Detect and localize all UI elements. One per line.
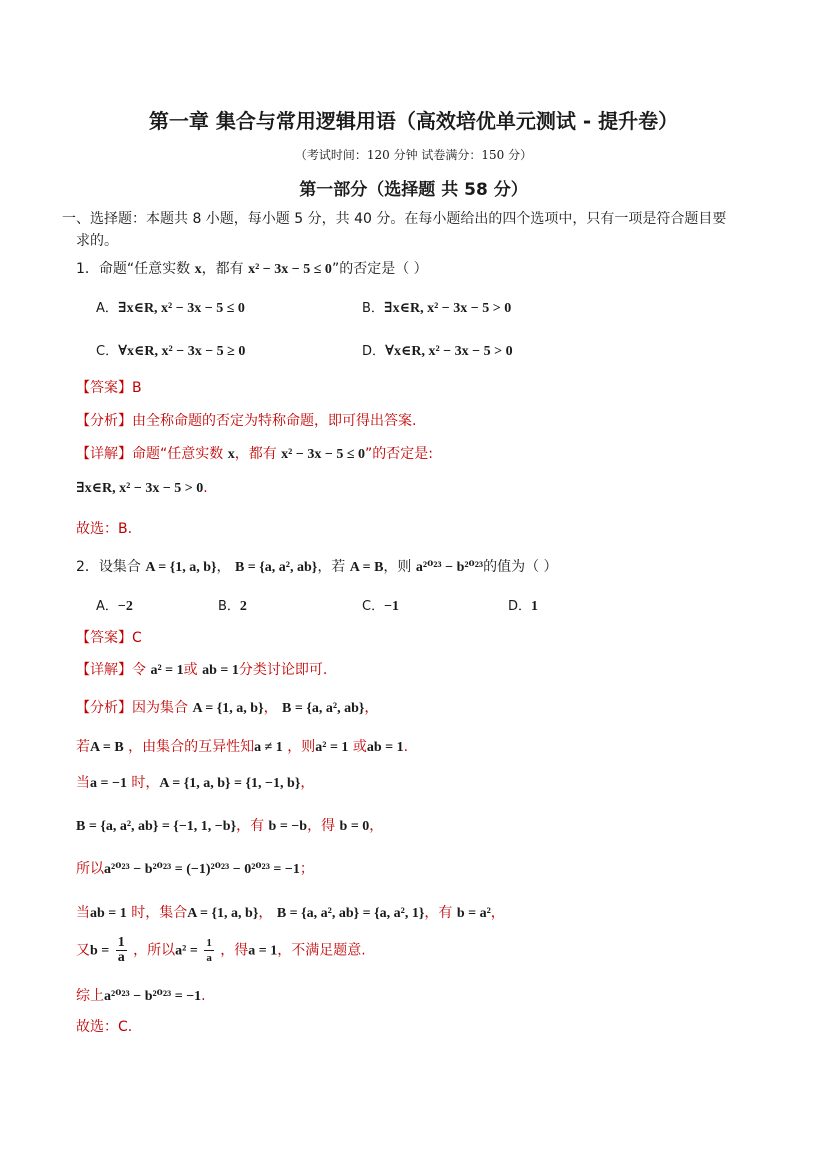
option-letter: C． [96, 344, 119, 359]
math-expression: A = {1, a, b} [192, 701, 264, 716]
q2-analysis-line-4 [76, 815, 383, 835]
q2-analysis-line-1 [76, 697, 378, 717]
q2-analysis-line-6 [76, 902, 505, 922]
stem-text: ，则 [383, 559, 412, 575]
q2-option-a[interactable] [96, 595, 133, 615]
math-expression: a² = [175, 943, 198, 959]
answer-value: C [132, 630, 142, 646]
q2-detail [76, 659, 327, 679]
period: . [203, 480, 208, 496]
stem-text: 命题“任意实数 [98, 261, 191, 277]
detail-text: 分类讨论即可. [238, 662, 328, 678]
question-2-stem [76, 556, 558, 576]
q1-answer [76, 377, 142, 397]
stem-text: 设集合 [98, 559, 141, 575]
math-expression: ab = 1 [202, 663, 239, 678]
option-expr: ∃x∈R, x² − 3x − 5 > 0 [383, 301, 512, 316]
math-expression: B = {a, a², ab} [282, 701, 365, 716]
math-expression: a²⁰²³ − b²⁰²³ [415, 560, 484, 575]
analysis-text: ，则 [287, 739, 316, 755]
analysis-text: 时，集合 [131, 905, 188, 921]
analysis-text: ， [364, 700, 379, 716]
fraction-denominator: a [206, 952, 212, 964]
option-expr: 1 [531, 599, 539, 614]
math-expression: a² = 1 [150, 663, 184, 678]
analysis-text: 综上 [76, 988, 104, 1004]
analysis-text: . [403, 739, 409, 755]
part-title: 第一部分（选择题 共 58 分） [299, 180, 528, 200]
math-expression: B = {a, a², ab} [234, 560, 318, 575]
math-expression: A = {1, a, b} [145, 560, 217, 575]
q1-option-b[interactable] [362, 297, 511, 317]
math-expression: A = B [349, 560, 384, 575]
fraction-one-over-a-small [204, 936, 214, 965]
analysis-text: ，由集合的互异性知 [128, 739, 255, 755]
option-expr: ∀x∈R, x² − 3x − 5 ≥ 0 [118, 344, 246, 359]
q2-analysis-line-5 [76, 858, 314, 878]
option-expr: 2 [239, 599, 247, 614]
math-expression: b = [90, 943, 110, 959]
math-expression: a = 1 [248, 943, 278, 959]
analysis-text: ， [369, 818, 384, 834]
q1-option-a[interactable] [96, 297, 245, 317]
q2-answer [76, 627, 142, 647]
q2-analysis-line-8 [76, 985, 206, 1005]
option-letter: B． [362, 301, 384, 316]
math-expression: b = −b [268, 819, 308, 834]
analysis-text: ， [258, 905, 273, 921]
detail-text: 令 [132, 662, 146, 678]
analysis-text: ，有 [236, 818, 265, 834]
detail-text: ，都有 [234, 446, 277, 462]
exam-info: （考试时间：120 分钟 试卷满分：150 分） [294, 148, 533, 162]
stem-text: ，都有 [201, 261, 244, 277]
analysis-text: ， [490, 905, 505, 921]
answer-value: B [132, 380, 142, 396]
q1-choose: 故选：B. [76, 521, 133, 537]
math-expression: ∃x∈R, x² − 3x − 5 > 0 [76, 481, 204, 496]
question-number: 1． [76, 261, 99, 277]
instruction-line-2: 求的。 [76, 233, 118, 249]
stem-text: 的值为（ ） [483, 559, 558, 575]
q1-detail-result [76, 480, 208, 497]
detail-label: 【详解】 [76, 446, 132, 462]
stem-text: ， [216, 559, 231, 575]
option-letter: D． [508, 599, 532, 614]
option-expr: −1 [384, 599, 400, 614]
q2-choose: 故选：C. [76, 1019, 133, 1035]
math-expression: a²⁰²³ − b²⁰²³ = −1 [104, 989, 202, 1004]
q2-option-c[interactable] [362, 595, 399, 615]
instruction-line-1: 一、选择题：本题共 8 小题，每小题 5 分，共 40 分。在每小题给出的四个选项中，只有一项是符合题目要 [62, 211, 727, 227]
analysis-label: 【分析】 [76, 700, 132, 716]
q2-analysis-line-2 [76, 736, 408, 756]
math-expression: x² − 3x − 5 ≤ 0 [248, 262, 332, 277]
math-expression: B = {a, a², ab} = {a, a², 1} [276, 906, 425, 921]
detail-label: 【详解】 [76, 662, 132, 678]
analysis-text: ， [263, 700, 278, 716]
stem-text: ，若 [317, 559, 346, 575]
math-expression: a² = 1 [315, 740, 349, 755]
analysis-text: 或 [352, 739, 367, 755]
analysis-label: 【分析】 [76, 413, 132, 429]
section-instruction [62, 208, 762, 252]
math-expression: b = 0 [339, 819, 370, 834]
detail-text: 或 [183, 662, 198, 678]
fraction-denominator: a [117, 950, 125, 965]
analysis-text: 又 [76, 942, 90, 959]
question-1-stem [76, 258, 428, 278]
stem-text: ”的否定是（ ） [331, 261, 428, 277]
analysis-text: . [201, 988, 206, 1004]
option-letter: C． [362, 599, 385, 614]
analysis-text: 时， [131, 775, 160, 791]
q1-option-d[interactable] [362, 340, 513, 360]
analysis-text: ，有 [424, 905, 453, 921]
answer-label: 【答案】 [76, 630, 132, 646]
answer-label: 【答案】 [76, 380, 132, 396]
math-expression: b = a² [456, 906, 491, 921]
q2-option-b[interactable] [218, 595, 247, 615]
math-expression: B = {a, a², ab} = {−1, 1, −b} [76, 819, 237, 834]
analysis-text: ，得 [307, 818, 336, 834]
option-expr: −2 [117, 599, 133, 614]
math-var: x [194, 262, 202, 277]
q2-option-d[interactable] [508, 595, 538, 615]
math-var: x [227, 447, 235, 462]
math-expression: a ≠ 1 [254, 740, 283, 755]
fraction-numerator: 1 [117, 935, 125, 950]
detail-text: ”的否定是: [365, 446, 433, 462]
document-title: 第一章 集合与常用逻辑用语（高效培优单元测试 - 提升卷） [148, 109, 679, 133]
analysis-text: 所以 [76, 861, 104, 877]
analysis-text: 因为集合 [132, 700, 188, 716]
option-letter: D． [362, 344, 386, 359]
detail-text: 命题“任意实数 [132, 446, 224, 462]
analysis-text: 由全称命题的否定为特称命题，即可得出答案. [132, 413, 417, 429]
analysis-text: ，所以 [133, 942, 176, 959]
q2-analysis-line-3 [76, 772, 314, 792]
math-expression: ab = 1 [366, 740, 404, 755]
q2-analysis-line-7 [76, 936, 366, 965]
fraction-one-over-a [116, 936, 127, 965]
math-expression: a = −1 [90, 776, 127, 791]
question-number: 2． [76, 559, 99, 575]
analysis-text: 当 [76, 905, 90, 921]
math-expression: A = {1, a, b} [187, 906, 259, 921]
option-expr: ∀x∈R, x² − 3x − 5 > 0 [385, 344, 513, 359]
option-expr: ∃x∈R, x² − 3x − 5 ≤ 0 [117, 301, 245, 316]
analysis-text: 当 [76, 775, 90, 791]
option-letter: A． [96, 301, 118, 316]
math-expression: a²⁰²³ − b²⁰²³ = (−1)²⁰²³ − 0²⁰²³ = −1 [104, 862, 300, 877]
analysis-text: ，得 [220, 942, 249, 959]
option-letter: B． [218, 599, 240, 614]
math-expression: ab = 1 [90, 906, 127, 921]
q1-detail [76, 443, 433, 463]
analysis-text: 若 [76, 739, 90, 755]
analysis-text: ， [300, 775, 315, 791]
q1-option-c[interactable] [96, 340, 245, 360]
option-letter: A． [96, 599, 118, 614]
fraction-numerator: 1 [206, 937, 212, 949]
analysis-text: ，不满足题意. [277, 942, 366, 959]
math-expression: x² − 3x − 5 ≤ 0 [281, 447, 366, 462]
math-expression: A = B [90, 740, 124, 755]
analysis-text: ； [299, 861, 314, 877]
math-expression: A = {1, a, b} = {1, −1, b} [159, 776, 301, 791]
q1-analysis [76, 410, 416, 430]
